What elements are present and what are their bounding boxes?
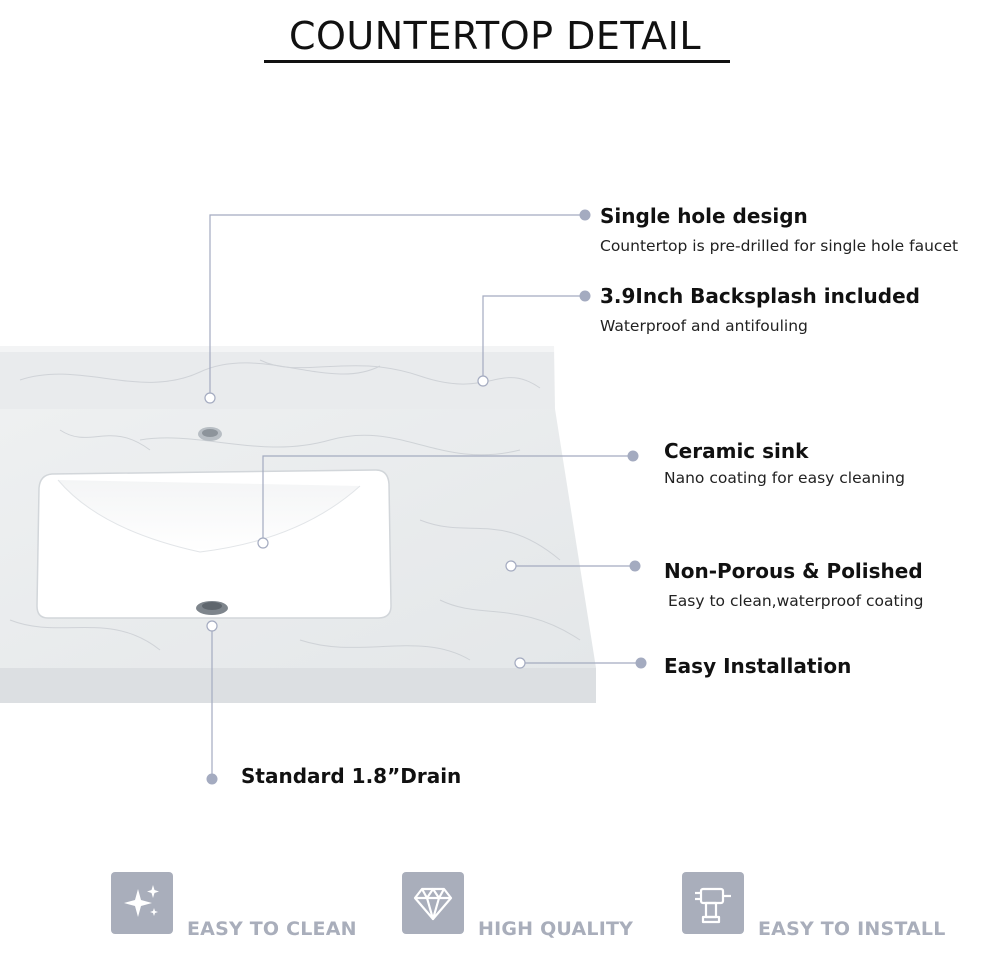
countertop-front-edge — [0, 668, 596, 703]
anchor-dot — [478, 376, 488, 386]
feature-easy-installation — [664, 654, 851, 678]
anchor-dot — [207, 621, 217, 631]
page-title: COUNTERTOP DETAIL — [288, 14, 702, 58]
feature-description: Countertop is pre-drilled for single hole faucet — [600, 237, 959, 255]
feature-backsplash — [600, 284, 920, 335]
bottom-feature-label: EASY TO CLEAN — [187, 918, 357, 940]
drill-icon — [682, 872, 744, 934]
label-dot — [628, 451, 639, 462]
label-dot — [580, 210, 591, 221]
feature-description: Nano coating for easy cleaning — [664, 469, 905, 487]
sparkle-icon — [111, 872, 173, 934]
label-dot — [580, 291, 591, 302]
bottom-feature-high-quality — [402, 872, 634, 940]
anchor-dot — [205, 393, 215, 403]
bottom-feature-label: EASY TO INSTALL — [758, 918, 946, 940]
feature-drain — [241, 764, 461, 788]
feature-heading: Ceramic sink — [664, 439, 809, 463]
label-dot — [207, 774, 218, 785]
diamond-icon — [402, 872, 464, 934]
feature-heading: 3.9Inch Backsplash included — [600, 284, 920, 308]
label-dot — [636, 658, 647, 669]
feature-heading: Non-Porous & Polished — [664, 559, 923, 583]
anchor-dot — [506, 561, 516, 571]
anchor-dot — [515, 658, 525, 668]
bottom-feature-easy-install — [682, 872, 946, 940]
backsplash — [0, 346, 555, 409]
bottom-feature-easy-clean — [111, 872, 357, 940]
feature-single-hole — [600, 204, 958, 255]
feature-ceramic-sink — [664, 439, 905, 487]
feature-heading: Single hole design — [600, 204, 808, 228]
feature-description: Waterproof and antifouling — [600, 317, 808, 335]
feature-heading: Standard 1.8”Drain — [241, 764, 462, 788]
label-dot — [630, 561, 641, 572]
backsplash-top — [0, 346, 554, 352]
bottom-feature-label: HIGH QUALITY — [478, 918, 634, 940]
feature-non-porous — [664, 559, 924, 610]
feature-heading: Easy Installation — [664, 654, 852, 678]
feature-description: Easy to clean,waterproof coating — [668, 592, 924, 610]
anchor-dot — [258, 538, 268, 548]
